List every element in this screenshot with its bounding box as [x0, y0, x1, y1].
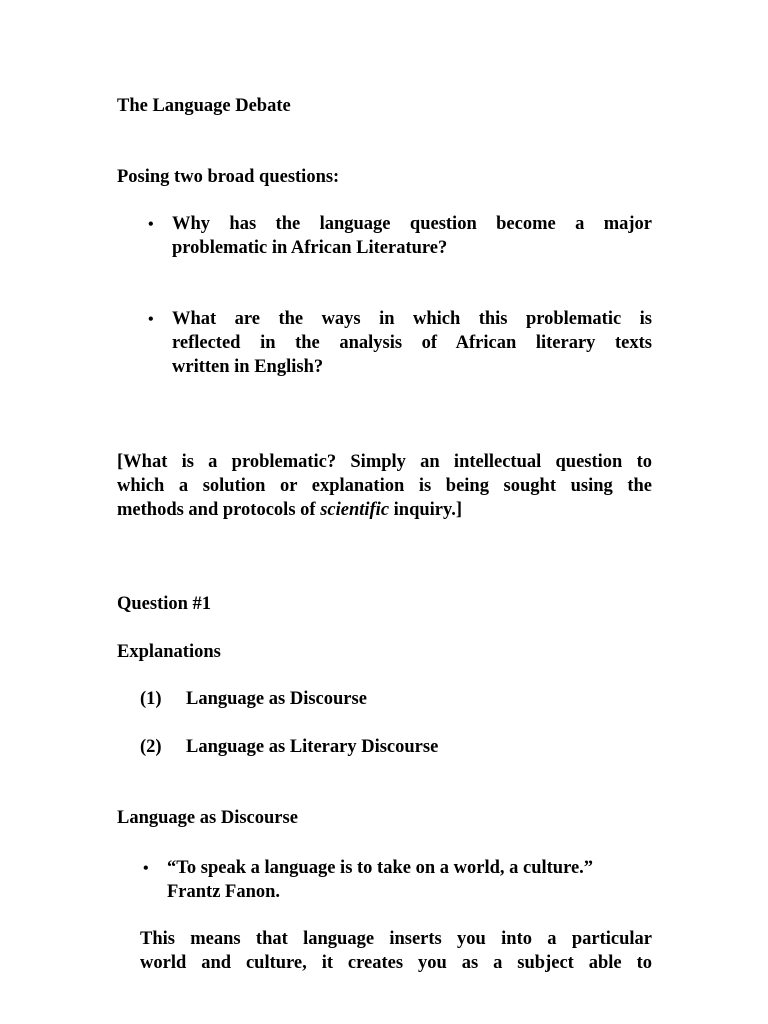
document-title: The Language Debate	[117, 96, 291, 116]
closing-line: world and culture, it creates you as a subject able to	[140, 953, 652, 973]
closing-line: This means that language inserts you into a particular	[140, 929, 652, 949]
intro-text: Posing two broad questions:	[117, 167, 340, 187]
definition-text: inquiry.]	[389, 500, 463, 520]
bullet-marker: •	[148, 311, 154, 328]
quote-text: “To speak a language is to take on a world, a culture.”	[167, 858, 594, 878]
explanations-heading: Explanations	[117, 642, 221, 662]
question-line: Why has the language question become a major	[172, 214, 652, 234]
definition-text: methods and protocols of	[117, 500, 321, 520]
question-line: reflected in the analysis of African literary texts	[172, 333, 652, 353]
definition-line	[117, 498, 462, 522]
question-line: What are the ways in which this problematic is	[172, 309, 652, 329]
definition-line: which a solution or explanation is being sought using the	[117, 476, 652, 496]
question-heading: Question #1	[117, 594, 212, 614]
quote-attribution: Frantz Fanon.	[167, 882, 281, 902]
item-number: (2)	[140, 737, 162, 757]
item-text: Language as Literary Discourse	[186, 737, 439, 757]
item-number: (1)	[140, 689, 162, 709]
question-line: problematic in African Literature?	[172, 238, 448, 258]
bullet-marker: •	[148, 216, 154, 233]
bullet-marker: •	[143, 860, 149, 877]
question-line: written in English?	[172, 357, 324, 377]
definition-line: [What is a problematic? Simply an intellectual question to	[117, 452, 652, 472]
section-heading: Language as Discourse	[117, 808, 298, 828]
emphasis-scientific: scientific	[320, 500, 390, 520]
item-text: Language as Discourse	[186, 689, 367, 709]
